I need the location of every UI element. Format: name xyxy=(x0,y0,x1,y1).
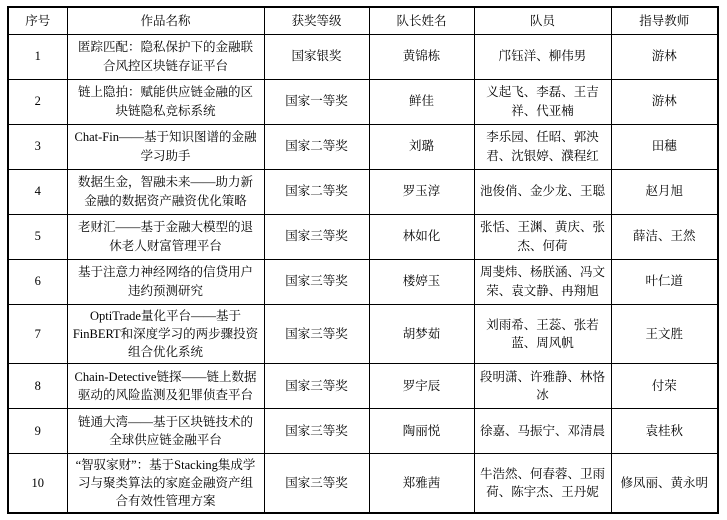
table-row xyxy=(8,259,718,304)
cell-advisor: 修凤丽、黄永明 xyxy=(611,453,718,513)
cell-work-title: 基于注意力神经网络的信贷用户违约预测研究 xyxy=(67,259,264,304)
cell-leader-name: 黄锦栋 xyxy=(369,34,474,79)
cell-members: 李乐园、任昭、郭泱君、沈银婷、濮程红 xyxy=(474,124,611,169)
cell-work-title: 数据生金，智融未来——助力新金融的数据资产融资优化策略 xyxy=(67,169,264,214)
col-header-title: 作品名称 xyxy=(67,7,264,34)
col-header-no: 序号 xyxy=(8,7,67,34)
cell-advisor: 王文胜 xyxy=(611,304,718,363)
cell-serial-number: 1 xyxy=(8,34,67,79)
header-row xyxy=(8,7,718,34)
table-body xyxy=(8,34,718,513)
cell-members: 张恬、王渊、黄庆、张杰、何荷 xyxy=(474,214,611,259)
col-header-advisor: 指导教师 xyxy=(611,7,718,34)
cell-advisor: 叶仁道 xyxy=(611,259,718,304)
col-header-award: 获奖等级 xyxy=(264,7,369,34)
cell-members: 刘雨希、王蕊、张若蓝、周风帆 xyxy=(474,304,611,363)
cell-members: 周斐炜、杨朕涵、冯文荣、袁文静、冉翔旭 xyxy=(474,259,611,304)
table-row xyxy=(8,34,718,79)
cell-serial-number: 2 xyxy=(8,79,67,124)
cell-advisor: 游林 xyxy=(611,79,718,124)
cell-serial-number: 3 xyxy=(8,124,67,169)
cell-leader-name: 刘璐 xyxy=(369,124,474,169)
col-header-members: 队员 xyxy=(474,7,611,34)
col-header-leader: 队长姓名 xyxy=(369,7,474,34)
cell-members: 徐嘉、马振宁、邓清晨 xyxy=(474,408,611,453)
cell-leader-name: 楼婷玉 xyxy=(369,259,474,304)
cell-members: 池俊俏、金少龙、王聪 xyxy=(474,169,611,214)
cell-members: 邝钰洋、柳伟男 xyxy=(474,34,611,79)
cell-serial-number: 10 xyxy=(8,453,67,513)
table-row xyxy=(8,453,718,513)
cell-work-title: 老财汇——基于金融大模型的退休老人财富管理平台 xyxy=(67,214,264,259)
table-row xyxy=(8,304,718,363)
cell-serial-number: 6 xyxy=(8,259,67,304)
cell-award-level: 国家二等奖 xyxy=(264,169,369,214)
cell-advisor: 薛洁、王然 xyxy=(611,214,718,259)
cell-leader-name: 鲜佳 xyxy=(369,79,474,124)
cell-award-level: 国家三等奖 xyxy=(264,408,369,453)
cell-work-title: “智驭家财”：基于Stacking集成学习与聚类算法的家庭金融资产组合有效性管理方案 xyxy=(67,453,264,513)
cell-serial-number: 8 xyxy=(8,363,67,408)
table-row xyxy=(8,79,718,124)
cell-advisor: 赵月旭 xyxy=(611,169,718,214)
cell-work-title: Chain-Detective链探——链上数据驱动的风险监测及犯罪侦查平台 xyxy=(67,363,264,408)
table-row xyxy=(8,214,718,259)
cell-members: 牛浩然、何春蓉、卫雨荷、陈宇杰、王丹妮 xyxy=(474,453,611,513)
table-row xyxy=(8,169,718,214)
cell-advisor: 付荣 xyxy=(611,363,718,408)
cell-work-title: 匿踪匹配：隐私保护下的金融联合风控区块链存证平台 xyxy=(67,34,264,79)
cell-leader-name: 罗宇辰 xyxy=(369,363,474,408)
cell-award-level: 国家三等奖 xyxy=(264,453,369,513)
cell-serial-number: 5 xyxy=(8,214,67,259)
cell-work-title: 链通大湾——基于区块链技术的全球供应链金融平台 xyxy=(67,408,264,453)
cell-members: 义起飞、李磊、王吉祥、代亚楠 xyxy=(474,79,611,124)
cell-award-level: 国家三等奖 xyxy=(264,363,369,408)
cell-leader-name: 胡梦茹 xyxy=(369,304,474,363)
cell-serial-number: 4 xyxy=(8,169,67,214)
awards-table xyxy=(7,6,719,514)
cell-serial-number: 7 xyxy=(8,304,67,363)
cell-advisor: 袁桂秋 xyxy=(611,408,718,453)
cell-advisor: 田穗 xyxy=(611,124,718,169)
cell-award-level: 国家一等奖 xyxy=(264,79,369,124)
cell-members: 段明潇、许雅静、林恪冰 xyxy=(474,363,611,408)
cell-award-level: 国家三等奖 xyxy=(264,304,369,363)
cell-award-level: 国家三等奖 xyxy=(264,214,369,259)
cell-leader-name: 罗玉淳 xyxy=(369,169,474,214)
table-row xyxy=(8,124,718,169)
table-row xyxy=(8,408,718,453)
cell-award-level: 国家三等奖 xyxy=(264,259,369,304)
cell-leader-name: 郑雅茜 xyxy=(369,453,474,513)
cell-work-title: OptiTrade量化平台——基于FinBERT和深度学习的两步骤投资组合优化系统 xyxy=(67,304,264,363)
cell-serial-number: 9 xyxy=(8,408,67,453)
cell-leader-name: 林如化 xyxy=(369,214,474,259)
cell-leader-name: 陶丽悦 xyxy=(369,408,474,453)
cell-work-title: 链上隐拍：赋能供应链金融的区块链隐私竞标系统 xyxy=(67,79,264,124)
cell-work-title: Chat-Fin——基于知识图谱的金融学习助手 xyxy=(67,124,264,169)
cell-award-level: 国家银奖 xyxy=(264,34,369,79)
table-row xyxy=(8,363,718,408)
cell-advisor: 游林 xyxy=(611,34,718,79)
cell-award-level: 国家二等奖 xyxy=(264,124,369,169)
